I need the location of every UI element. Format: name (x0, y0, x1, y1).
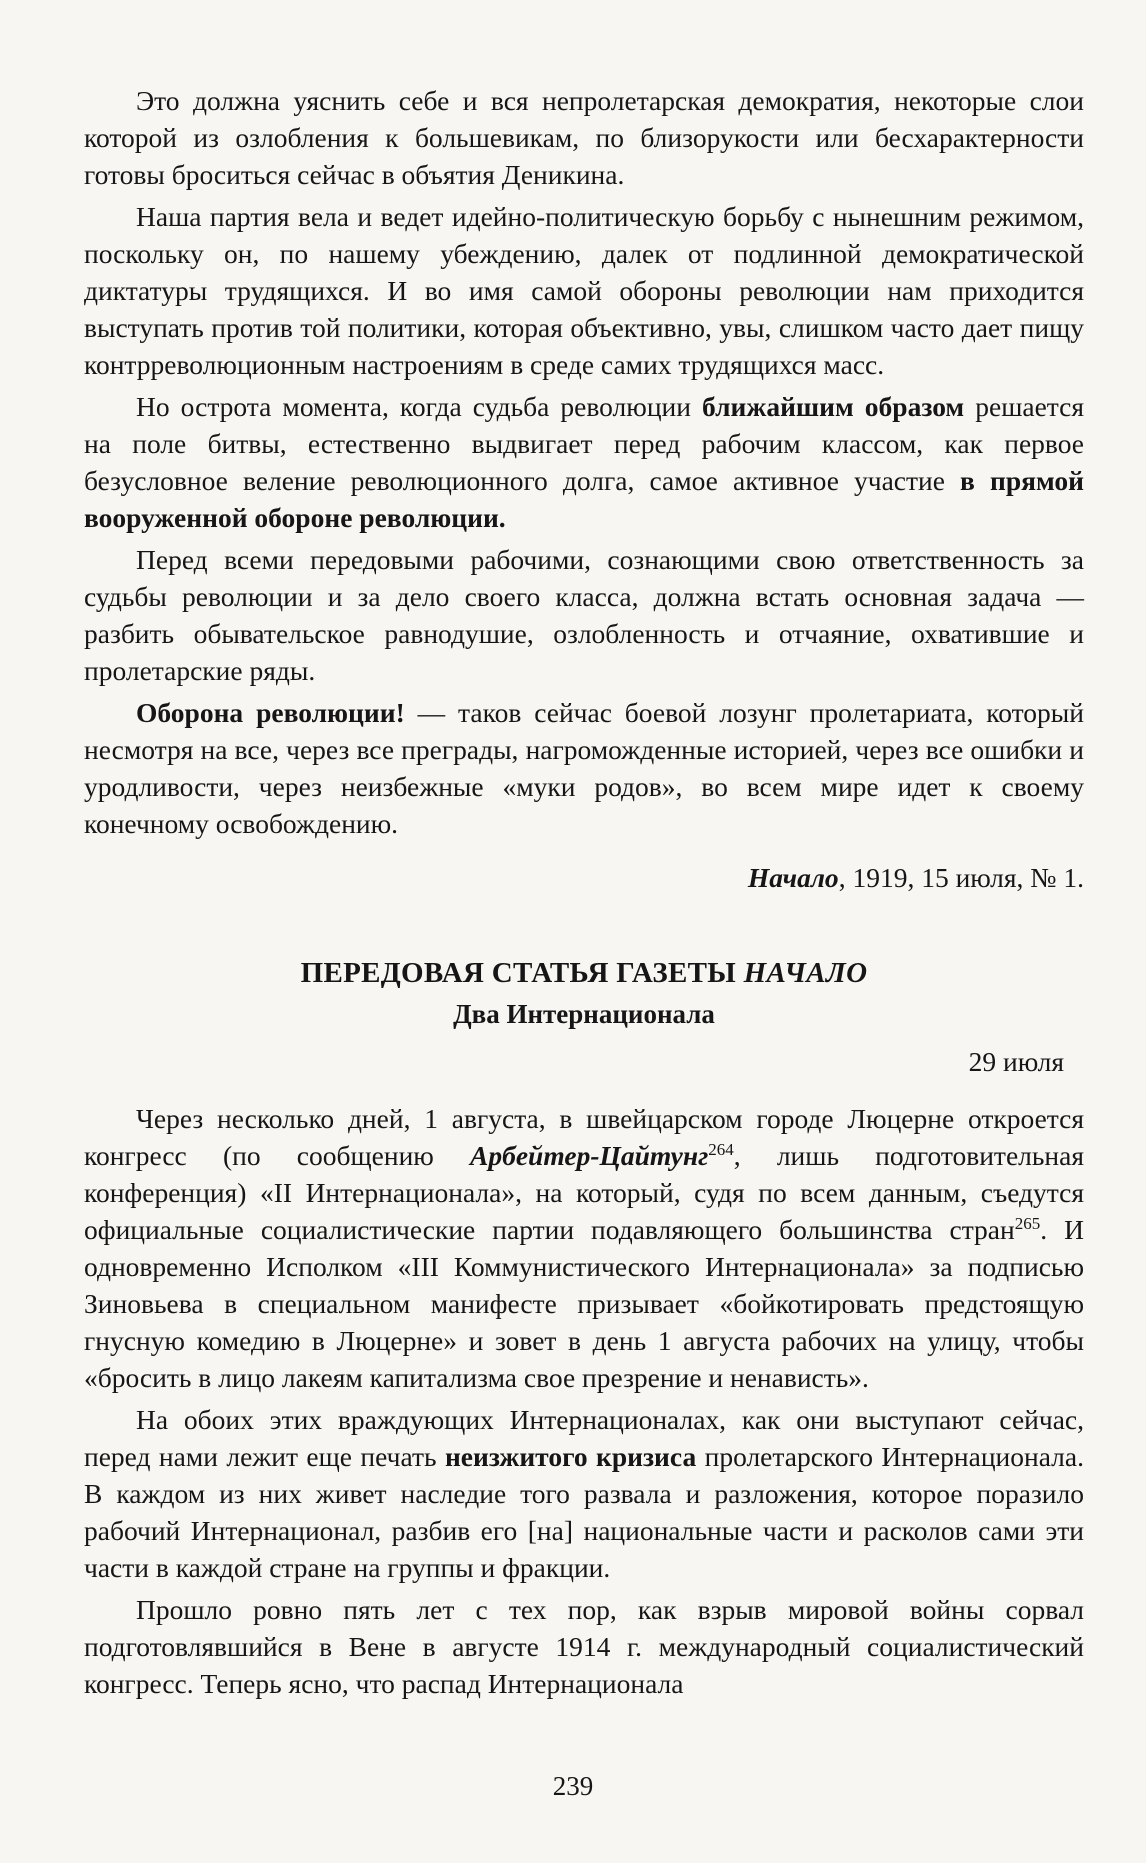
paragraph-five-years: Прошло ровно пять лет с тех пор, как взрыв мировой войны сорвал подготовлявшийся в Вене в августе 1914 г. международный социалистический конгресс. Теперь ясно, что распад Интернационала (84, 1594, 1084, 1699)
paragraph-acuteness (84, 388, 1084, 536)
footnote-ref: 264 (708, 1139, 734, 1159)
article-subtitle: Два Интернационала (453, 999, 715, 1029)
text-span: . И одновременно Исполком «III Коммунистического Интернационала» за подписью Зиновьева в специальном манифесте призывает «бойкотировать предстоящую гнусную комедию в Люцерне» и зовет в день 1 августа рабочих на улицу, чтобы «бросить в лицо лакеям капитализма свое презрение и ненависть». (84, 1214, 1084, 1393)
text-block (84, 82, 1084, 1707)
article-title-paper: НАЧАЛО (743, 957, 868, 989)
text-span: , лишь подготовительная конференция) «II Интернационала», на который, судя по всем данным, съедутся официальные социалистические партии подавляющего большинства стран (84, 1140, 1084, 1245)
emphasis-slogan: Оборона революции! (136, 697, 405, 728)
newspaper-name: Начало (747, 862, 839, 893)
emphasis-nearest: ближайшим образом (702, 391, 965, 422)
article-title-main: ПЕРЕДОВАЯ СТАТЬЯ ГАЗЕТЫ (300, 957, 744, 989)
page-number: 239 (552, 1771, 594, 1801)
text-span: Через несколько дней, 1 августа, в швейцарском городе Люцерне откроется конгресс (по сообщению (84, 1103, 1084, 1171)
text-span: Но острота момента, когда судьба революции (136, 391, 703, 422)
text-span: На обоих этих враждующих Интернационалах, как они выступают сейчас, перед нами лежит еще печать (84, 1404, 1084, 1472)
emphasis-crisis: неизжитого кризиса (444, 1441, 697, 1472)
article-date: 29 июля (968, 1046, 1064, 1077)
newspaper-title: Арбейтер-Цайтунг (470, 1140, 709, 1171)
text-span: пролетарского Интернационала. В каждом из них живет наследие того развала и разложения, которое поразило рабочий Интернационал, разбив его [на] национальные части и расколов сами эти части в каждой стране на группы и фракции. (84, 1441, 1084, 1583)
emphasis-armed-defense: в прямой вооруженной обороне революции. (84, 465, 1084, 533)
paragraph-democracy: Это должна уяснить себе и вся непролетарская демократия, некоторые слои которой из озлобления к большевикам, по близорукости или бесхарактерности готовы броситься сейчас в объятия Деникина. (84, 85, 1084, 190)
signature-details: , 1919, 15 июля, № 1. (838, 862, 1084, 893)
footnote-ref: 265 (1014, 1213, 1041, 1233)
newspaper-arbeiter-zeitung (470, 1140, 708, 1171)
paragraph-slogan (84, 694, 1084, 842)
paragraph-workers-task: Перед всеми передовыми рабочими, сознающими свою ответственность за судьбы революции и за дело своего класса, должна встать основная задача — разбить обывательское равнодушие, озлобленность и отчаяние, охватившие и пролетарские ряды. (84, 544, 1084, 686)
paragraph-two-internationals (84, 1401, 1084, 1586)
text-span: решается на поле битвы, естественно выдвигает перед рабочим классом, как первое безусловное веление революционного долга, самое активное участие (84, 391, 1084, 496)
paragraph-party-struggle: Наша партия вела и ведет идейно-политическую борьбу с нынешним режимом, поскольку он, по нашему убеждению, далек от подлинной демократической диктатуры трудящихся. И во имя самой обороны революции нам приходится выступать против той политики, которая объективно, увы, слишком часто дает пищу контрреволюционным настроениям в среде самих трудящихся масс. (84, 201, 1084, 380)
paragraph-lucerne-congress (84, 1100, 1084, 1396)
text-span: — таков сейчас боевой лозунг пролетариата, который несмотря на все, через все преграды, нагроможденные историей, через все ошибки и уродливости, через неизбежные «муки родов», во всем мире идет к своему конечному освобождению. (84, 697, 1084, 839)
source-signature (84, 859, 1084, 896)
article-title (84, 954, 1084, 992)
